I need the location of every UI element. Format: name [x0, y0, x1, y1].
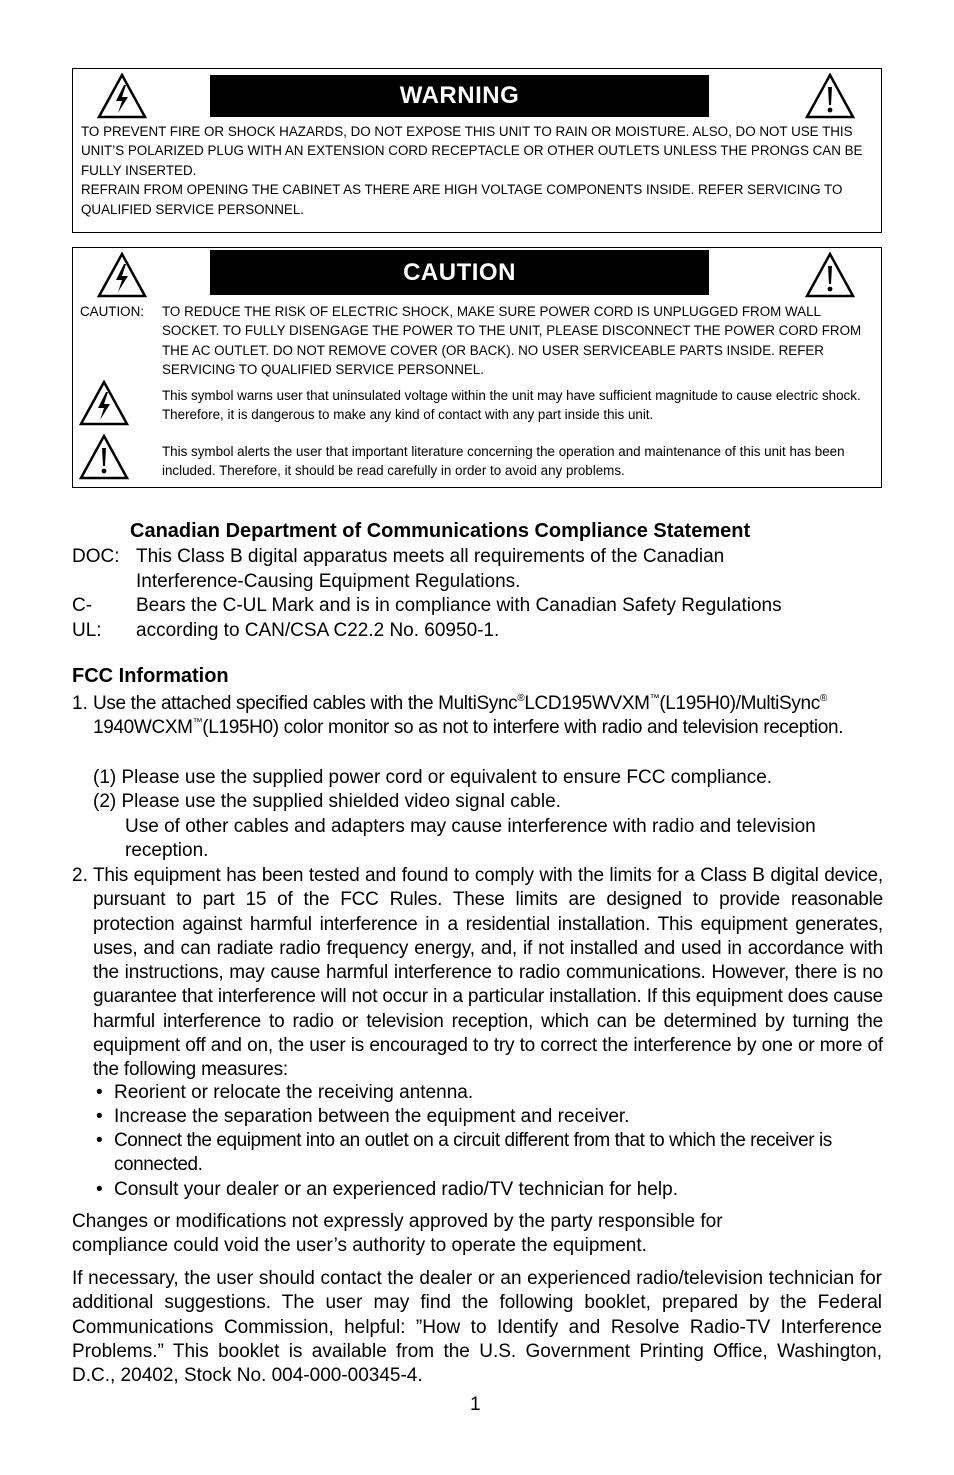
- list-item: Connect the equipment into an outlet on a circuit different from that to which the receiver is connected.: [114, 1130, 832, 1176]
- list-item: Increase the separation between the equipment and receiver.: [114, 1106, 630, 1127]
- bullet-marker: •: [96, 1130, 103, 1151]
- electric-shock-icon: [79, 380, 129, 426]
- fcc-item-2: This equipment has been tested and found to comply with the limits for a Class B digital device, pursuant to part 15 of the FCC Rules. These limits are designed to provide reasonable protection against harmful interference in a residential installation. This equipment generates, uses, and can radiate radio frequency energy, and, if not installed and used in accordance with the instructions, may cause harmful interference to radio communications. However, there is no guarantee that interference will not occur in a particular installation. If this equipment does cause harmful interference to radio or television reception, which can be determined by turning the equipment off and on, the user is encouraged to try to correct the interference by one or more of the following measures:: [93, 865, 883, 1081]
- doc-text: This Class B digital apparatus meets all requirements of the Canadian Interference-Causing Equipment Regulations.: [136, 546, 725, 592]
- voltage-symbol-text: This symbol warns user that uninsulated voltage within the unit may have sufficient magnitude to cause electric shock. Therefore, it is dangerous to make any kind of contact with any part inside this unit.: [162, 388, 861, 423]
- fcc-heading: FCC Information: [72, 665, 229, 687]
- caution-title: CAUTION: [210, 250, 709, 295]
- fcc-sub-2: (2) Please use the supplied shielded video signal cable.: [93, 791, 561, 812]
- warning-line-2: REFRAIN FROM OPENING THE CABINET AS THERE ARE HIGH VOLTAGE COMPONENTS INSIDE. REFER SERVICING TO QUALIFIED SERVICE PERSONNEL.: [81, 182, 843, 217]
- page-number: 1: [470, 1394, 481, 1415]
- changes-paragraph: Changes or modifications not expressly approved by the party responsible for compliance could void the user’s authority to operate the equipment.: [72, 1211, 723, 1257]
- doc-key: DOC:: [72, 546, 120, 567]
- fcc-sub-2-continued: Use of other cables and adapters may cause interference with radio and television reception.: [125, 816, 816, 862]
- fcc-item-2-number: 2.: [72, 865, 88, 886]
- cul-key: C-UL:: [72, 595, 102, 641]
- warning-line-1: TO PREVENT FIRE OR SHOCK HAZARDS, DO NOT EXPOSE THIS UNIT TO RAIN OR MOISTURE. ALSO, DO NOT USE THIS UNIT’S POLARIZED PLUG WITH AN EXTENSION CORD RECEPTACLE OR OTHER OUTLETS UNLESS THE PRONGS CAN BE FULLY INSERTED.: [81, 124, 863, 178]
- caution-box: [72, 247, 882, 488]
- warning-box: [72, 68, 882, 233]
- caution-text: TO REDUCE THE RISK OF ELECTRIC SHOCK, MAKE SURE POWER CORD IS UNPLUGGED FROM WALL SOCKET. TO FULLY DISENGAGE THE POWER TO THE UNIT, PLEASE DISCONNECT THE POWER CORD FROM THE AC OUTLET. DO NOT REMOVE COVER (OR BACK). NO USER SERVICEABLE PARTS INSIDE. REFER SERVICING TO QUALIFIED SERVICE PERSONNEL.: [162, 304, 862, 378]
- bullet-marker: •: [96, 1082, 103, 1103]
- cul-text: Bears the C-UL Mark and is in compliance with Canadian Safety Regulations according to CAN/CSA C22.2 No. 60950-1.: [136, 595, 782, 641]
- electric-shock-icon: [97, 73, 147, 119]
- exclamation-icon: [79, 434, 129, 480]
- electric-shock-icon: [97, 252, 147, 298]
- bullet-marker: •: [96, 1106, 103, 1127]
- literature-symbol-text: This symbol alerts the user that important literature concerning the operation and maintenance of this unit has been included. Therefore, it should be read carefully in order to avoid any problems.: [162, 444, 845, 479]
- fcc-sub-1: (1) Please use the supplied power cord or equivalent to ensure FCC compliance.: [93, 767, 773, 788]
- warning-text: [81, 122, 877, 219]
- list-item: Reorient or relocate the receiving antenna.: [114, 1082, 474, 1103]
- fcc-item-1: Use the attached specified cables with the MultiSync®LCD195WVXM™(L195H0)/MultiSync® 1940WCXM™(L195H0) color monitor so as not to interfere with radio and television reception.: [93, 693, 844, 739]
- exclamation-icon: [805, 73, 855, 119]
- bullet-marker: •: [96, 1179, 103, 1200]
- list-item: Consult your dealer or an experienced radio/TV technician for help.: [114, 1179, 678, 1200]
- fcc-item-1-number: 1.: [72, 693, 88, 714]
- canada-heading: Canadian Department of Communications Compliance Statement: [130, 520, 751, 542]
- exclamation-icon: [805, 252, 855, 298]
- caution-label: CAUTION:: [80, 304, 144, 319]
- warning-title: WARNING: [210, 75, 709, 117]
- booklet-paragraph: If necessary, the user should contact the dealer or an experienced radio/television technician for additional suggestions. The user may find the following booklet, prepared by the Federal Communications Commission, helpful: ”How to Identify and Resolve Radio-TV Interference Problems.” This booklet is available from the U.S. Government Printing Office, Washington, D.C., 20402, Stock No. 004-000-00345-4.: [72, 1268, 882, 1387]
